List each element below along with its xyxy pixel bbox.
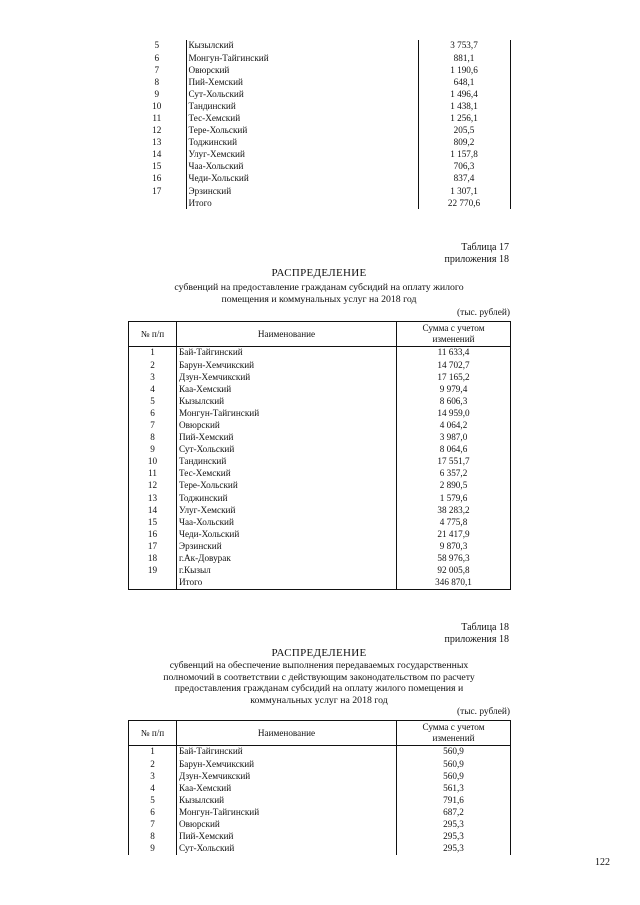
row-number: 9 xyxy=(129,843,177,855)
row-name: Каа-Хемский xyxy=(177,782,397,794)
total-row xyxy=(129,577,511,590)
row-number: 8 xyxy=(129,432,177,444)
row-value: 1 307,1 xyxy=(418,185,510,197)
row-name: Тоджинский xyxy=(177,492,397,504)
header-sum-line1: Сумма с учетом xyxy=(422,323,485,334)
table-row xyxy=(129,480,511,492)
table-17-caption-line1: Таблица 17 xyxy=(461,242,509,253)
row-value: 791,6 xyxy=(397,794,511,806)
row-name: Монгун-Тайгинский xyxy=(186,52,418,64)
table-17-unit: (тыс. рублей) xyxy=(456,308,510,318)
row-name: Пий-Хемский xyxy=(177,432,397,444)
header-sum xyxy=(397,322,511,347)
row-value: 295,3 xyxy=(397,843,511,855)
table-row xyxy=(128,185,510,197)
table-17-subtitle-line2: помещения и коммунальных услуг на 2018 год xyxy=(221,293,417,305)
row-number: 12 xyxy=(129,480,177,492)
table-row xyxy=(129,528,511,540)
row-value: 14 702,7 xyxy=(397,359,511,371)
table-18-subtitle-line3: предоставления гражданам субсидий на оплату жилого помещения и xyxy=(174,683,464,695)
table-17-caption-line2: приложения 18 xyxy=(444,254,509,265)
row-name: Овюрский xyxy=(186,64,418,76)
row-value: 8 606,3 xyxy=(397,395,511,407)
total-number xyxy=(129,577,177,590)
row-number: 5 xyxy=(128,40,186,52)
table-row xyxy=(129,383,511,395)
table-row xyxy=(129,819,511,831)
row-value: 837,4 xyxy=(418,173,510,185)
row-name: Сут-Хольский xyxy=(177,843,397,855)
table-row xyxy=(129,432,511,444)
row-name: Тоджинский xyxy=(186,137,418,149)
total-label: Итого xyxy=(177,577,397,590)
row-value: 1 190,6 xyxy=(418,64,510,76)
table-row xyxy=(129,347,511,360)
row-number: 9 xyxy=(128,88,186,100)
table-row xyxy=(129,746,511,759)
row-number: 17 xyxy=(128,185,186,197)
row-value: 9 870,3 xyxy=(397,541,511,553)
row-name: Барун-Хемчикский xyxy=(177,359,397,371)
row-name: г.Кызыл xyxy=(177,565,397,577)
row-name: Улуг-Хемский xyxy=(186,149,418,161)
table-row xyxy=(129,843,511,855)
table-18-caption-line1: Таблица 18 xyxy=(461,622,509,633)
header-num: № п/п xyxy=(129,721,177,746)
table-row xyxy=(129,516,511,528)
header-sum-line2: изменений xyxy=(432,334,475,344)
header-num: № п/п xyxy=(129,322,177,347)
table-18 xyxy=(128,720,511,855)
row-value: 1 256,1 xyxy=(418,113,510,125)
row-value: 295,3 xyxy=(397,819,511,831)
table-17-subtitle-line1: субвенций на предоставление гражданам субсидий на оплату жилого xyxy=(174,282,464,293)
table-row xyxy=(129,782,511,794)
header-name: Наименование xyxy=(177,721,397,746)
row-number: 19 xyxy=(129,565,177,577)
table-row xyxy=(129,504,511,516)
table-row xyxy=(129,359,511,371)
table-row xyxy=(129,444,511,456)
row-value: 2 890,5 xyxy=(397,480,511,492)
table-row xyxy=(129,468,511,480)
row-value: 6 357,2 xyxy=(397,468,511,480)
row-number: 12 xyxy=(128,125,186,137)
table-row xyxy=(128,52,510,64)
row-value: 4 775,8 xyxy=(397,516,511,528)
row-number: 11 xyxy=(128,113,186,125)
row-number: 11 xyxy=(129,468,177,480)
table-row xyxy=(128,76,510,88)
table-18-header-row xyxy=(129,721,511,746)
row-name: Овюрский xyxy=(177,819,397,831)
table-row xyxy=(129,806,511,818)
header-sum xyxy=(397,721,511,746)
table-row xyxy=(128,137,510,149)
row-name: Тес-Хемский xyxy=(177,468,397,480)
row-value: 560,9 xyxy=(397,770,511,782)
table-row xyxy=(129,420,511,432)
page-number: 122 xyxy=(595,857,610,868)
row-name: Тере-Хольский xyxy=(177,480,397,492)
table-row xyxy=(129,395,511,407)
row-value: 881,1 xyxy=(418,52,510,64)
total-number xyxy=(128,197,186,209)
row-value: 17 551,7 xyxy=(397,456,511,468)
row-name: Бай-Тайгинский xyxy=(177,746,397,759)
total-label: Итого xyxy=(186,197,418,209)
row-value: 3 753,7 xyxy=(418,40,510,52)
row-number: 5 xyxy=(129,794,177,806)
table-row xyxy=(128,40,510,52)
table-18-caption-line2: приложения 18 xyxy=(444,634,509,645)
row-value: 295,3 xyxy=(397,831,511,843)
table-17-header-row xyxy=(129,322,511,347)
row-value: 58 976,3 xyxy=(397,553,511,565)
row-name: Эрзинский xyxy=(177,541,397,553)
table-18-subtitle-line1: субвенций на обеспечение выполнения передаваемых государственных xyxy=(169,660,469,671)
row-name: Чеди-Хольский xyxy=(177,528,397,540)
row-number: 17 xyxy=(129,541,177,553)
row-name: Овюрский xyxy=(177,420,397,432)
row-number: 8 xyxy=(128,76,186,88)
row-value: 3 987,0 xyxy=(397,432,511,444)
table-row xyxy=(128,149,510,161)
row-name: Тере-Хольский xyxy=(186,125,418,137)
row-name: Бай-Тайгинский xyxy=(177,347,397,360)
row-name: Дзун-Хемчикский xyxy=(177,371,397,383)
table-18-subtitle xyxy=(118,660,520,706)
header-name: Наименование xyxy=(177,322,397,347)
table-17 xyxy=(128,321,511,590)
row-value: 205,5 xyxy=(418,125,510,137)
row-name: г.Ак-Довурак xyxy=(177,553,397,565)
row-number: 7 xyxy=(128,64,186,76)
row-value: 38 283,2 xyxy=(397,504,511,516)
row-value: 17 165,2 xyxy=(397,371,511,383)
row-number: 2 xyxy=(129,359,177,371)
table-17-caption xyxy=(445,242,509,266)
row-value: 809,2 xyxy=(418,137,510,149)
row-name: Монгун-Тайгинский xyxy=(177,407,397,419)
row-name: Чаа-Хольский xyxy=(186,161,418,173)
table-row xyxy=(129,456,511,468)
table-18-subtitle-line4: коммунальных услуг на 2018 год xyxy=(250,694,388,706)
row-name: Кызылский xyxy=(177,794,397,806)
table-16-tail xyxy=(128,40,511,209)
row-number: 10 xyxy=(128,100,186,112)
table-row xyxy=(129,831,511,843)
row-number: 4 xyxy=(129,782,177,794)
row-number: 4 xyxy=(129,383,177,395)
row-name: Чеди-Хольский xyxy=(186,173,418,185)
row-number: 7 xyxy=(129,420,177,432)
row-value: 4 064,2 xyxy=(397,420,511,432)
table-row xyxy=(129,770,511,782)
row-number: 8 xyxy=(129,831,177,843)
row-value: 687,2 xyxy=(397,806,511,818)
table-17-subtitle xyxy=(118,282,520,305)
row-number: 13 xyxy=(128,137,186,149)
row-value: 21 417,9 xyxy=(397,528,511,540)
table-18-caption xyxy=(445,622,509,646)
row-value: 92 005,8 xyxy=(397,565,511,577)
row-number: 15 xyxy=(128,161,186,173)
row-name: Пий-Хемский xyxy=(186,76,418,88)
table-row xyxy=(129,565,511,577)
total-value: 346 870,1 xyxy=(397,577,511,590)
row-number: 9 xyxy=(129,444,177,456)
row-value: 648,1 xyxy=(418,76,510,88)
row-name: Дзун-Хемчикский xyxy=(177,770,397,782)
table-row xyxy=(129,758,511,770)
row-value: 560,9 xyxy=(397,746,511,759)
table-row xyxy=(129,794,511,806)
row-value: 1 157,8 xyxy=(418,149,510,161)
row-value: 561,3 xyxy=(397,782,511,794)
row-name: Сут-Хольский xyxy=(177,444,397,456)
table-row xyxy=(129,407,511,419)
total-row xyxy=(128,197,510,209)
row-number: 15 xyxy=(129,516,177,528)
table-row xyxy=(128,100,510,112)
row-number: 7 xyxy=(129,819,177,831)
row-value: 1 496,4 xyxy=(418,88,510,100)
table-row xyxy=(128,64,510,76)
total-value: 22 770,6 xyxy=(418,197,510,209)
row-number: 13 xyxy=(129,492,177,504)
row-number: 2 xyxy=(129,758,177,770)
row-value: 1 579,6 xyxy=(397,492,511,504)
row-number: 14 xyxy=(128,149,186,161)
row-number: 1 xyxy=(129,347,177,360)
row-name: Сут-Хольский xyxy=(186,88,418,100)
table-row xyxy=(128,88,510,100)
header-sum-line2: изменений xyxy=(432,733,475,743)
row-name: Улуг-Хемский xyxy=(177,504,397,516)
table-row xyxy=(128,125,510,137)
row-value: 11 633,4 xyxy=(397,347,511,360)
row-number: 1 xyxy=(129,746,177,759)
row-number: 3 xyxy=(129,770,177,782)
row-name: Каа-Хемский xyxy=(177,383,397,395)
row-name: Эрзинский xyxy=(186,185,418,197)
row-value: 9 979,4 xyxy=(397,383,511,395)
row-number: 16 xyxy=(129,528,177,540)
table-row xyxy=(129,553,511,565)
table-row xyxy=(129,371,511,383)
row-number: 6 xyxy=(129,806,177,818)
row-name: Пий-Хемский xyxy=(177,831,397,843)
row-value: 560,9 xyxy=(397,758,511,770)
table-18-subtitle-line2: полномочий в соответствии с действующим законодательством по расчету xyxy=(163,671,475,683)
row-value: 1 438,1 xyxy=(418,100,510,112)
row-number: 14 xyxy=(129,504,177,516)
row-number: 10 xyxy=(129,456,177,468)
row-number: 5 xyxy=(129,395,177,407)
row-name: Тандинский xyxy=(186,100,418,112)
row-name: Чаа-Хольский xyxy=(177,516,397,528)
row-number: 3 xyxy=(129,371,177,383)
table-17-title: РАСПРЕДЕЛЕНИЕ xyxy=(271,267,367,279)
row-value: 8 064,6 xyxy=(397,444,511,456)
row-name: Тес-Хемский xyxy=(186,113,418,125)
table-row xyxy=(129,492,511,504)
row-value: 14 959,0 xyxy=(397,407,511,419)
row-number: 6 xyxy=(128,52,186,64)
row-number: 6 xyxy=(129,407,177,419)
table-18-unit: (тыс. рублей) xyxy=(456,707,510,717)
table-18-title: РАСПРЕДЕЛЕНИЕ xyxy=(271,647,367,659)
row-number: 18 xyxy=(129,553,177,565)
table-row xyxy=(128,173,510,185)
row-name: Монгун-Тайгинский xyxy=(177,806,397,818)
row-name: Барун-Хемчикский xyxy=(177,758,397,770)
row-name: Тандинский xyxy=(177,456,397,468)
row-name: Кызылский xyxy=(186,40,418,52)
row-value: 706,3 xyxy=(418,161,510,173)
table-row xyxy=(129,541,511,553)
table-row xyxy=(128,113,510,125)
row-number: 16 xyxy=(128,173,186,185)
row-name: Кызылский xyxy=(177,395,397,407)
table-row xyxy=(128,161,510,173)
header-sum-line1: Сумма с учетом xyxy=(422,722,485,733)
